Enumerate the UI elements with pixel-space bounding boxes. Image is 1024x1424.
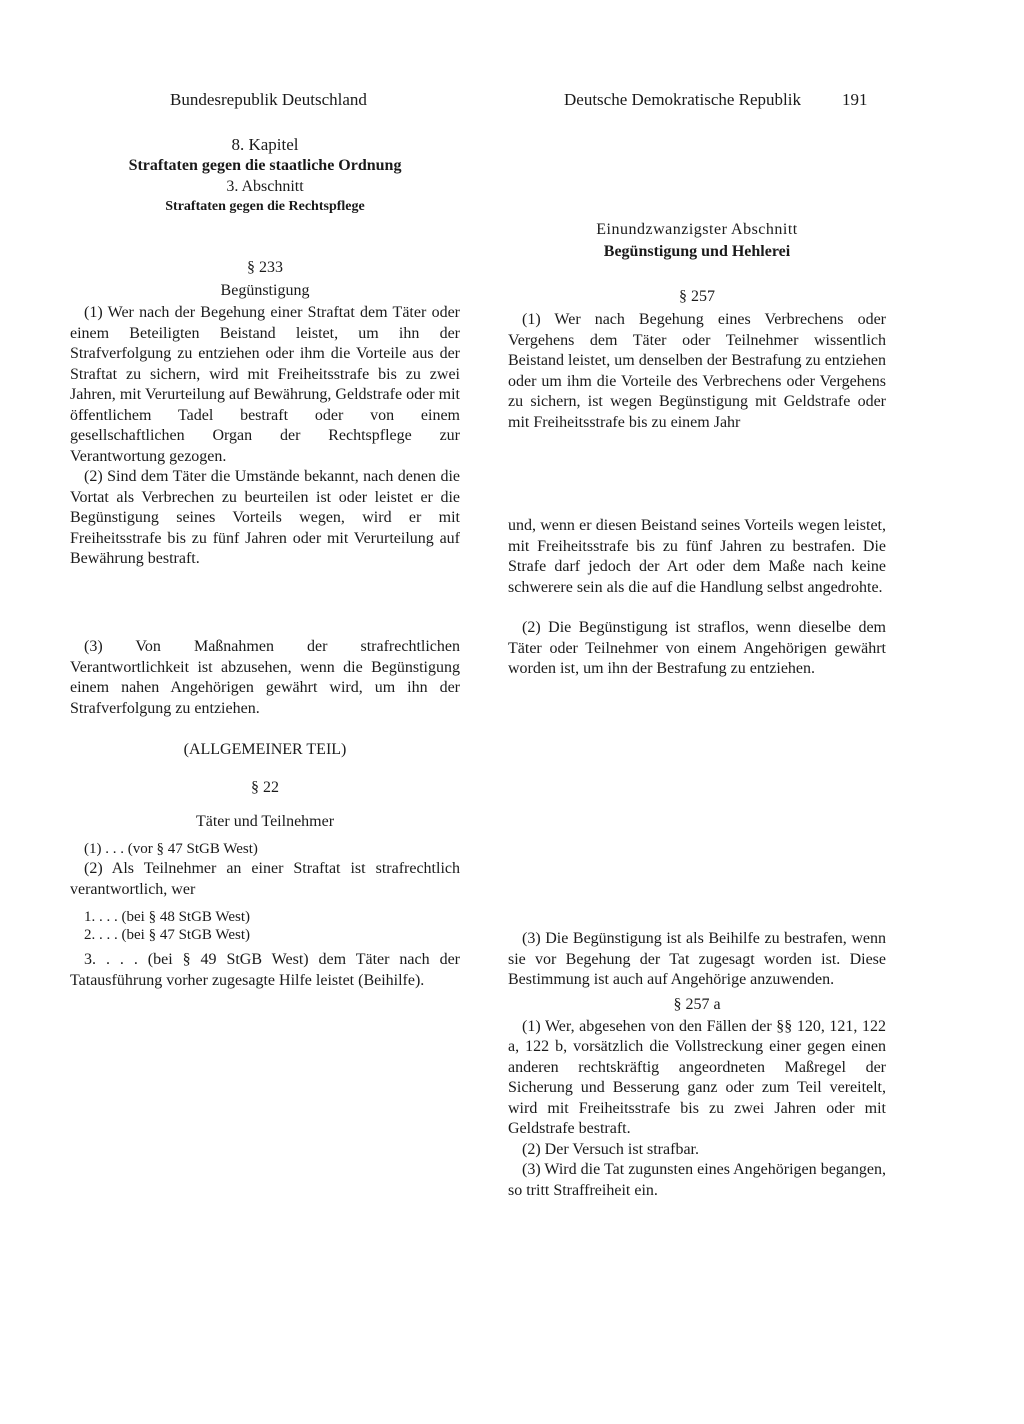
section-257-number: § 257 <box>679 288 715 305</box>
section-233-clause-1: (1) Wer nach der Begehung einer Straftat dem Täter oder einem Beteiligten Beistand leistet, um ihn der Strafverfolgung zu entziehen oder ihm die Vorteile aus der Straftat zu sichern, wird mit Freiheitsstrafe bis zu zwei Jahren, mit Verurteilung auf Bewährung, Geldstrafe oder mit öffentlichem Tadel bestraft oder von einem gesellschaftlichen Organ der Rechtspflege zur Verantwortung gezogen. <box>70 304 460 465</box>
section-title: Straftaten gegen die Rechtspflege <box>165 199 365 214</box>
left-column-heading <box>70 134 460 216</box>
header-right: Deutsche Demokratische Republik <box>564 90 801 109</box>
section-233-clause-2: (2) Sind dem Täter die Umstände bekannt, nach denen die Vortat als Verbrechen zu beurteilen ist oder leistet er die Begünstigung seines Vorteils wegen, wird er mit Freiheitsstrafe bis zu fünf Jahren oder mit Verurteilung auf Bewährung bestraft. <box>70 468 460 567</box>
section-233-title: Begünstigung <box>220 282 310 299</box>
section-22-item-2: 2. . . . (bei § 47 StGB West) <box>84 927 251 943</box>
chapter-number: 8. Kapitel <box>231 135 299 154</box>
section-22-title: Täter und Teilnehmer <box>195 813 335 830</box>
header-left: Bundesrepublik Deutschland <box>170 90 367 109</box>
section-22-item-3: 3. . . . (bei § 49 StGB West) dem Täter nach der Tatausführung vorher zugesagte Hilfe leistet (Beihilfe). <box>70 951 460 989</box>
section-233-number: § 233 <box>247 259 283 276</box>
page-number: 191 <box>842 90 868 109</box>
section-22-item-1: 1. . . . (bei § 48 StGB West) <box>84 909 251 925</box>
paragraph-233 <box>70 257 460 570</box>
section-22-number: § 22 <box>251 779 279 796</box>
section-257a-clause-2: (2) Der Versuch ist strafbar. <box>522 1140 699 1158</box>
section-257a-number: § 257 a <box>673 995 721 1013</box>
section-22-clause-2: (2) Als Teilnehmer an einer Straftat ist strafrechtlich verantwortlich, wer <box>70 860 460 898</box>
paragraph-22 <box>70 739 460 991</box>
general-part-heading: (ALLGEMEINER TEIL) <box>183 741 347 758</box>
section-257a-clause-1: (1) Wer, abgesehen von den Fällen der §§ 120, 121, 122 a, 122 b, vorsätzlich die Vollstreckung einer gegen einen anderen rechtskräftig angeordneten Maßregel der Sicherung und Besserung ganz oder zum Teil vereitelt, wird mit Freiheitsstrafe bis zu zwei Jahren oder mit Geldstrafe bestraft. <box>508 1017 886 1137</box>
section-233-clause-3: (3) Von Maßnahmen der strafrechtlichen Verantwortlichkeit ist abzusehen, wenn die Begünstigung einem nahen Angehörigen gewährt wird, um ihn der Strafverfolgung zu entziehen. <box>70 638 460 717</box>
section-257a-clause-3: (3) Wird die Tat zugunsten eines Angehörigen begangen, so tritt Straffreiheit ein. <box>508 1161 886 1199</box>
section-233-clause-3-block <box>70 637 460 719</box>
section-257-clause-3: (3) Die Begünstigung ist als Beihilfe zu bestrafen, wenn sie vor Begehung der Tat zugesagt worden ist. Diese Bestimmung ist auch auf Angehörige anzuwenden. <box>508 930 886 988</box>
section-title-right: Begünstigung und Hehlerei <box>603 243 791 260</box>
section-22-clause-1: (1) . . . (vor § 47 StGB West) <box>84 841 258 857</box>
section-number: 3. Abschnitt <box>226 178 304 195</box>
section-257-clause-2: (2) Die Begünstigung ist straflos, wenn dieselbe dem Täter oder Teilnehmer von einem Angehörigen gewährt worden ist, um ihn der Bestrafung zu entziehen. <box>508 619 886 677</box>
paragraph-257 <box>508 286 886 433</box>
paragraph-257-clause-3-block <box>508 929 886 1201</box>
section-257-clause-1b: und, wenn er diesen Beistand seines Vorteils wegen leistet, mit Freiheitsstrafe bis zu fünf Jahren zu bestrafen. Die Strafe darf jedoch der Art oder dem Maße nach keine schwerere sein als die auf die Handlung selbst angedrohte. <box>508 517 886 596</box>
section-number-right: Einundzwanzigster Abschnitt <box>596 221 798 238</box>
chapter-title: Straftaten gegen die staatliche Ordnung <box>128 157 402 174</box>
right-column-heading <box>508 219 886 263</box>
paragraph-257-continued <box>508 516 886 680</box>
section-257-clause-1a: (1) Wer nach Begehung eines Verbrechens oder Vergehens dem Täter oder Teilnehmer wissentlich Beistand leistet, um denselben der Bestrafung zu entziehen oder um ihm die Vorteile des Verbrechens oder Vergehens zu sichern, ist wegen Begünstigung mit Geldstrafe oder mit Freiheitsstrafe bis zu einem Jahr <box>508 311 886 431</box>
